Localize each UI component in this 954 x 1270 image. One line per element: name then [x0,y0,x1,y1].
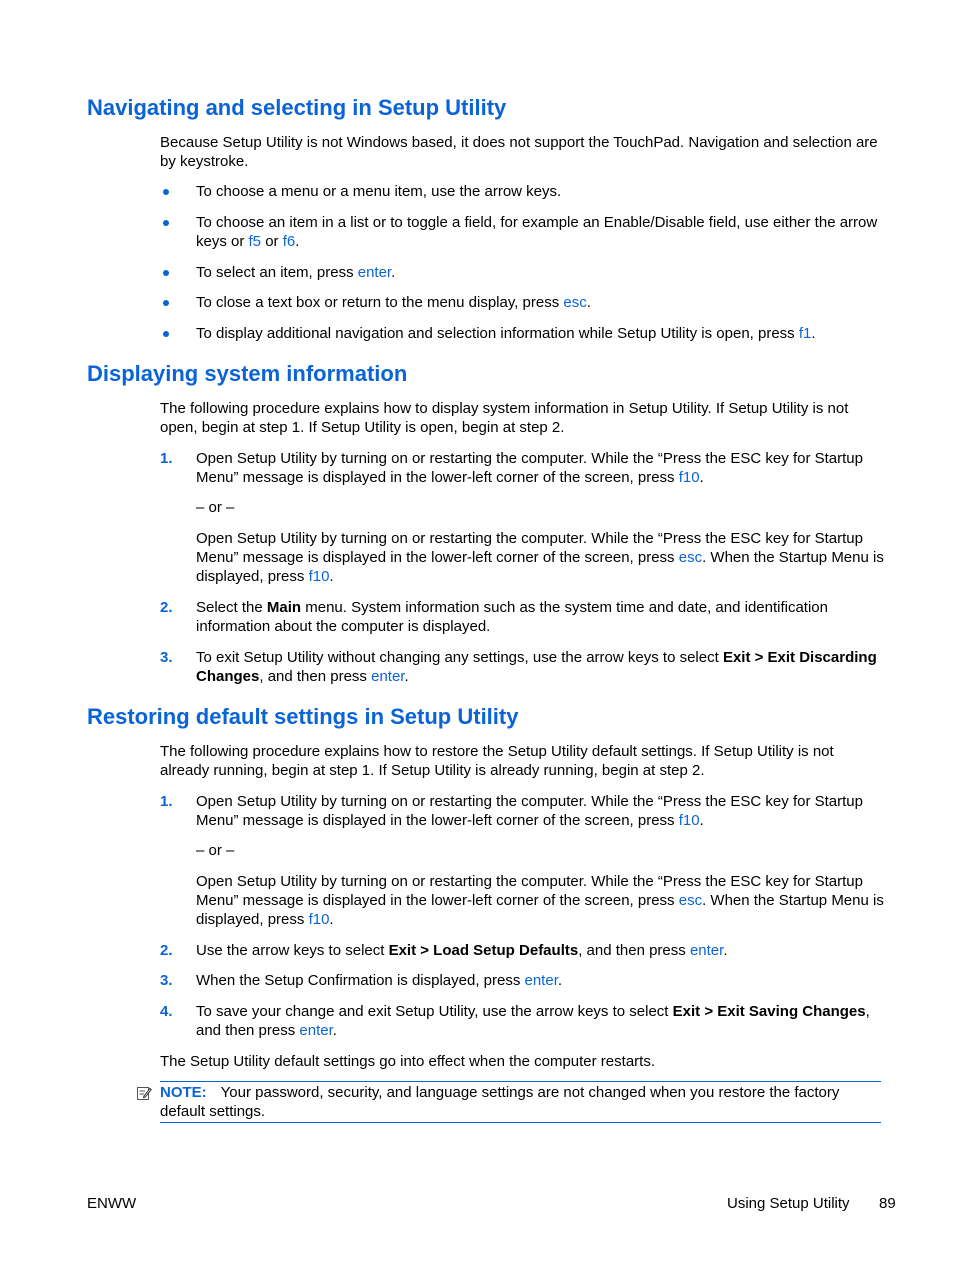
key-enter: enter [371,668,405,685]
key-f6: f6 [282,233,296,250]
key-enter: enter [689,942,724,959]
key-f1: f1 [798,325,812,342]
restore-step-1: Open Setup Utility by turning on or restarting the computer. While the “Press the ESC key for Startup Menu” message is displayed in the lower-left corner of the screen, press f10. [196,793,863,829]
footer-chapter-title: Using Setup Utility [727,1195,850,1212]
key-esc: esc [678,892,703,909]
or-separator: – or – [196,499,235,516]
step-number: 3. [160,972,173,989]
note-box [160,1081,881,1123]
key-f10: f10 [678,812,700,829]
step-number: 1. [160,793,173,810]
nav-bullet-1: To choose a menu or a menu item, use the arrow keys. [196,183,562,200]
key-f10: f10 [308,911,330,928]
restore-step-1-alt: Open Setup Utility by turning on or restarting the computer. While the “Press the ESC key for Startup Menu” message is displayed in the lower-left corner of the screen, press esc. When the Startup Menu is displayed, press f10. [196,873,884,928]
bullet-icon [163,331,169,337]
restore-closing: The Setup Utility default settings go into effect when the computer restarts. [160,1053,655,1070]
step-number: 2. [160,942,173,959]
section-heading-restoring: Restoring default settings in Setup Utility [87,704,519,729]
note-label: NOTE: [160,1084,207,1101]
nav-bullet-2: To choose an item in a list or to toggle a field, for example an Enable/Disable field, use either the arrow keys or f5 or f6. [196,214,878,250]
section-heading-navigating: Navigating and selecting in Setup Utility [87,95,507,120]
key-f10: f10 [308,568,330,585]
sysinfo-step-3: To exit Setup Utility without changing any settings, use the arrow keys to select Exit > Exit Discarding Changes, and then press enter. [196,649,877,685]
step-number: 4. [160,1003,173,1020]
key-esc: esc [678,549,703,566]
sysinfo-intro: The following procedure explains how to display system information in Setup Utility. If Setup Utility is not open, begin at step 1. If Setup Utility is open, begin at step 2. [160,400,849,436]
footer-left: ENWW [87,1195,137,1212]
nav-intro: Because Setup Utility is not Windows based, it does not support the TouchPad. Navigation and selection are by keystroke. [160,134,878,170]
sysinfo-step-1: Open Setup Utility by turning on or restarting the computer. While the “Press the ESC key for Startup Menu” message is displayed in the lower-left corner of the screen, press f10. [196,450,863,486]
nav-bullet-4: To close a text box or return to the menu display, press esc. [196,294,591,311]
or-separator: – or – [196,842,235,859]
key-f10: f10 [678,469,700,486]
page-number: 89 [879,1195,896,1212]
bullet-icon [163,220,169,226]
note-text-block [160,1083,881,1121]
step-number: 3. [160,649,173,666]
key-f5: f5 [248,233,262,250]
restore-intro: The following procedure explains how to restore the Setup Utility default settings. If Setup Utility is not already running, begin at step 1. If Setup Utility is already running, begin at step 2. [160,743,834,779]
nav-bullet-5: To display additional navigation and selection information while Setup Utility is open, press f1. [196,325,816,342]
step-number: 1. [160,450,173,467]
restore-step-3: When the Setup Confirmation is displayed, press enter. [196,972,563,989]
note-pencil-icon [136,1085,152,1101]
step-number: 2. [160,599,173,616]
key-enter: enter [524,972,558,989]
key-enter: enter [299,1022,333,1039]
section-heading-system-info: Displaying system information [87,361,408,386]
key-enter: enter [357,264,392,281]
bullet-icon [163,270,169,276]
sysinfo-step-2: Select the Main menu. System information such as the system time and date, and identification information about the computer is displayed. [196,599,828,635]
bullet-icon [163,189,169,195]
note-text: Your password, security, and language settings are not changed when you restore the factory default settings. [160,1084,840,1120]
key-esc: esc [563,294,587,311]
nav-bullet-3: To select an item, press enter. [196,264,396,281]
sysinfo-step-1-alt: Open Setup Utility by turning on or restarting the computer. While the “Press the ESC key for Startup Menu” message is displayed in the lower-left corner of the screen, press esc. When the Startup Menu is displayed, press f10. [196,530,884,585]
restore-step-4: To save your change and exit Setup Utility, use the arrow keys to select Exit > Exit Saving Changes, and then press enter. [196,1003,870,1039]
restore-step-2: Use the arrow keys to select Exit > Load Setup Defaults, and then press enter. [196,942,728,959]
bullet-icon [163,300,169,306]
